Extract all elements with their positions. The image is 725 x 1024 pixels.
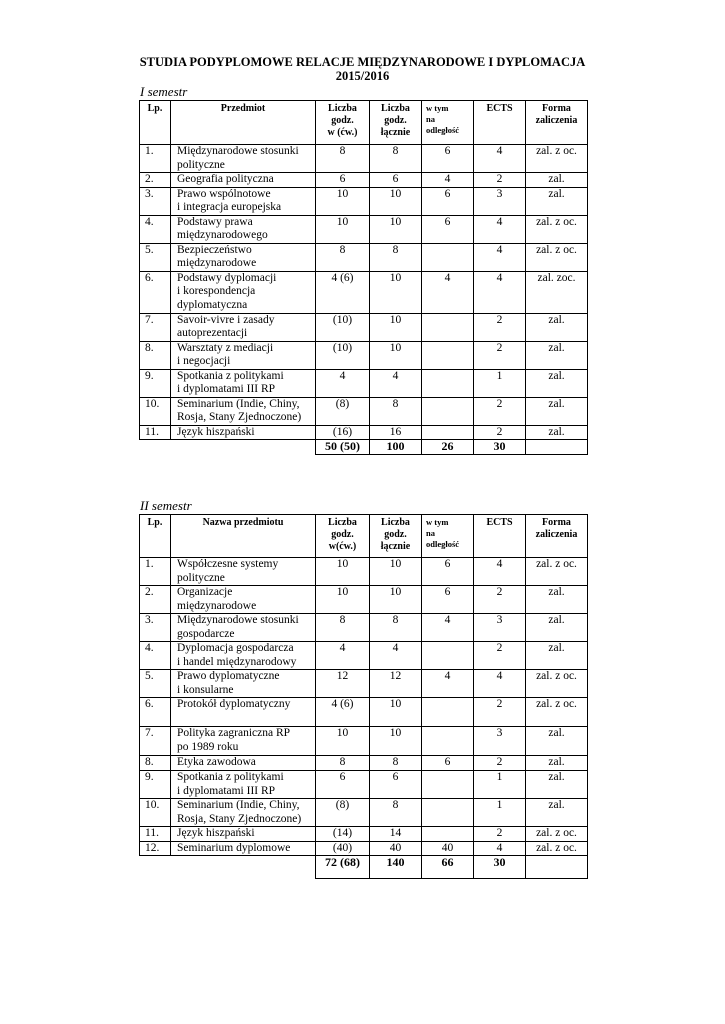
cell-hours: 4 [316,369,370,397]
cell-lp: 5. [140,670,171,698]
cell-total: 10 [370,271,422,313]
cell-subject: Savoir-vivre i zasady autoprezentacji [171,313,316,341]
cell-subject: Polityka zagraniczna RP po 1989 roku [171,727,316,756]
table-row [140,670,588,698]
cell-hours: 12 [316,670,370,698]
cell-remote: 4 [422,670,474,698]
cell-ects: 1 [474,369,526,397]
cell-ects: 3 [474,614,526,642]
cell-subject: Współczesne systemy polityczne [171,558,316,586]
header-total: Liczba godz. łącznie [370,515,422,558]
cell-lp: 3. [140,187,171,215]
cell-total: 6 [370,173,422,188]
cell-subject: Bezpieczeństwo międzynarodowe [171,243,316,271]
total-remote: 66 [422,856,474,879]
cell-subject: Seminarium (Indie, Chiny, Rosja, Stany Zjednoczone) [171,799,316,827]
header-hours: Liczba godz. w(ćw.) [316,515,370,558]
cell-lp: 7. [140,727,171,756]
cell-form: zal. [526,369,588,397]
total-ects: 30 [474,856,526,879]
cell-lp: 5. [140,243,171,271]
cell-hours: 6 [316,173,370,188]
cell-subject: Spotkania z politykami i dyplomatami III RP [171,771,316,799]
cell-ects: 3 [474,727,526,756]
cell-ects: 2 [474,827,526,842]
academic-year: 2015/2016 [335,69,390,83]
cell-remote: 6 [422,145,474,173]
cell-lp: 2. [140,173,171,188]
cell-form: zal. z oc. [526,243,588,271]
cell-total: 10 [370,313,422,341]
total-form [526,856,588,879]
cell-total: 10 [370,215,422,243]
header-subject: Przedmiot [171,101,316,145]
cell-hours: 6 [316,771,370,799]
cell-remote [422,341,474,369]
cell-total: 4 [370,642,422,670]
cell-remote [422,827,474,842]
cell-lp: 9. [140,369,171,397]
cell-remote [422,698,474,727]
table-row [140,698,588,727]
cell-remote: 6 [422,558,474,586]
cell-hours: 4 [316,642,370,670]
cell-lp: 12. [140,841,171,856]
header-hours: Liczba godz. w (ćw.) [316,101,370,145]
cell-hours: (40) [316,841,370,856]
document-title: STUDIA PODYPLOMOWE RELACJE MIĘDZYNARODOWE I DYPLOMACJA [139,55,586,69]
cell-subject: Prawo dyplomatyczne i konsularne [171,670,316,698]
header-total: Liczba godz. łącznie [370,101,422,145]
cell-remote: 6 [422,215,474,243]
table-row [140,642,588,670]
cell-form: zal. [526,642,588,670]
cell-hours: (8) [316,799,370,827]
table-row [140,145,588,173]
cell-total: 8 [370,145,422,173]
cell-hours: 8 [316,243,370,271]
cell-ects: 2 [474,341,526,369]
cell-subject: Dyplomacja gospodarcza i handel międzynarodowy [171,642,316,670]
cell-remote: 40 [422,841,474,856]
cell-lp: 7. [140,313,171,341]
cell-subject: Organizacje międzynarodowe [171,586,316,614]
cell-remote: 4 [422,614,474,642]
cell-form: zal. [526,771,588,799]
cell-lp: 10. [140,397,171,425]
table-row [140,369,588,397]
cell-remote: 6 [422,756,474,771]
cell-remote [422,642,474,670]
cell-subject: Protokół dyplomatyczny [171,698,316,727]
cell-lp: 4. [140,215,171,243]
cell-ects: 1 [474,771,526,799]
cell-total: 12 [370,670,422,698]
cell-subject: Prawo wspólnotowe i integracja europejska [171,187,316,215]
header-form: Forma zaliczenia [526,515,588,558]
totals-row [140,856,588,879]
cell-subject: Międzynarodowe stosunki polityczne [171,145,316,173]
table-row [140,827,588,842]
cell-form: zal. [526,586,588,614]
cell-hours: 4 (6) [316,271,370,313]
cell-lp: 1. [140,558,171,586]
cell-remote [422,369,474,397]
cell-form: zal. [526,425,588,440]
cell-remote [422,313,474,341]
cell-hours: (10) [316,313,370,341]
cell-ects: 4 [474,670,526,698]
cell-subject: Międzynarodowe stosunki gospodarcze [171,614,316,642]
header-ects: ECTS [474,101,526,145]
table-row [140,313,588,341]
table-row [140,215,588,243]
cell-subject: Warsztaty z mediacji i negocjacji [171,341,316,369]
table-row [140,614,588,642]
cell-form: zal. z oc. [526,215,588,243]
cell-remote [422,771,474,799]
cell-ects: 3 [474,187,526,215]
cell-hours: 4 (6) [316,698,370,727]
total-total: 140 [370,856,422,879]
cell-lp: 11. [140,425,171,440]
cell-hours: (10) [316,341,370,369]
cell-remote: 4 [422,271,474,313]
cell-lp: 4. [140,642,171,670]
cell-hours: (14) [316,827,370,842]
cell-total: 8 [370,243,422,271]
cell-remote: 4 [422,173,474,188]
cell-subject: Język hiszpański [171,425,316,440]
cell-hours: (16) [316,425,370,440]
cell-hours: 8 [316,756,370,771]
semester-1-label: I semestr [140,84,188,99]
cell-total: 8 [370,397,422,425]
total-hours: 50 (50) [316,440,370,455]
cell-ects: 2 [474,586,526,614]
cell-total: 4 [370,369,422,397]
totals-spacer [140,856,316,879]
table-row [140,397,588,425]
cell-ects: 2 [474,397,526,425]
semester-2-label: II semestr [140,498,192,513]
cell-hours: 10 [316,187,370,215]
cell-lp: 8. [140,756,171,771]
cell-form: zal. z oc. [526,145,588,173]
cell-ects: 2 [474,173,526,188]
cell-lp: 9. [140,771,171,799]
cell-lp: 1. [140,145,171,173]
total-form [526,440,588,455]
total-hours: 72 (68) [316,856,370,879]
cell-lp: 11. [140,827,171,842]
semester-1-table [139,100,588,455]
cell-total: 10 [370,187,422,215]
cell-ects: 2 [474,642,526,670]
cell-ects: 1 [474,799,526,827]
cell-subject: Język hiszpański [171,827,316,842]
cell-remote: 6 [422,586,474,614]
cell-ects: 2 [474,425,526,440]
cell-remote [422,425,474,440]
cell-total: 8 [370,799,422,827]
header-lp: Lp. [140,515,171,558]
cell-ects: 4 [474,271,526,313]
table-row [140,425,588,440]
cell-ects: 2 [474,313,526,341]
cell-hours: 10 [316,586,370,614]
cell-hours: 10 [316,727,370,756]
cell-total: 8 [370,614,422,642]
cell-form: zal. z oc. [526,827,588,842]
cell-ects: 4 [474,215,526,243]
cell-form: zal. z oc. [526,670,588,698]
cell-hours: 10 [316,558,370,586]
cell-remote [422,799,474,827]
cell-ects: 4 [474,558,526,586]
semester-2-table [139,514,588,879]
header-remote: w tym na odległość [422,515,474,558]
table-row [140,756,588,771]
cell-remote [422,397,474,425]
cell-form: zal. [526,727,588,756]
total-remote: 26 [422,440,474,455]
cell-ects: 4 [474,243,526,271]
header-ects: ECTS [474,515,526,558]
header-lp: Lp. [140,101,171,145]
cell-subject: Podstawy dyplomacji i korespondencja dyplomatyczna [171,271,316,313]
cell-lp: 3. [140,614,171,642]
cell-hours: 8 [316,614,370,642]
total-total: 100 [370,440,422,455]
header-form: Forma zaliczenia [526,101,588,145]
cell-remote [422,727,474,756]
cell-lp: 10. [140,799,171,827]
cell-form: zal. z oc. [526,558,588,586]
cell-subject: Podstawy prawa międzynarodowego [171,215,316,243]
table-row [140,558,588,586]
table-row [140,586,588,614]
table-row [140,727,588,756]
table-row [140,771,588,799]
table-row [140,173,588,188]
cell-form: zal. zoc. [526,271,588,313]
total-ects: 30 [474,440,526,455]
cell-form: zal. [526,341,588,369]
cell-ects: 4 [474,145,526,173]
table-row [140,187,588,215]
cell-lp: 8. [140,341,171,369]
header-remote: w tym na odległość [422,101,474,145]
cell-subject: Geografia polityczna [171,173,316,188]
cell-form: zal. [526,397,588,425]
cell-form: zal. [526,756,588,771]
cell-total: 40 [370,841,422,856]
cell-total: 14 [370,827,422,842]
cell-total: 10 [370,727,422,756]
table-row [140,341,588,369]
table-row [140,271,588,313]
cell-lp: 6. [140,698,171,727]
cell-form: zal. [526,173,588,188]
cell-form: zal. z oc. [526,698,588,727]
cell-total: 6 [370,771,422,799]
cell-total: 10 [370,558,422,586]
cell-form: zal. [526,187,588,215]
cell-ects: 2 [474,756,526,771]
table-header-row [140,101,588,145]
totals-spacer [140,440,316,455]
cell-hours: 8 [316,145,370,173]
table-header-row [140,515,588,558]
cell-form: zal. z oc. [526,841,588,856]
cell-hours: (8) [316,397,370,425]
cell-ects: 2 [474,698,526,727]
totals-row [140,440,588,455]
cell-total: 10 [370,341,422,369]
cell-lp: 6. [140,271,171,313]
cell-total: 8 [370,756,422,771]
header-subject: Nazwa przedmiotu [171,515,316,558]
table-row [140,841,588,856]
cell-remote: 6 [422,187,474,215]
cell-subject: Etyka zawodowa [171,756,316,771]
table-row [140,799,588,827]
cell-subject: Seminarium (Indie, Chiny, Rosja, Stany Zjednoczone) [171,397,316,425]
table-row [140,243,588,271]
cell-total: 16 [370,425,422,440]
cell-total: 10 [370,698,422,727]
cell-total: 10 [370,586,422,614]
cell-subject: Spotkania z politykami i dyplomatami III RP [171,369,316,397]
cell-lp: 2. [140,586,171,614]
cell-hours: 10 [316,215,370,243]
cell-remote [422,243,474,271]
cell-ects: 4 [474,841,526,856]
cell-subject: Seminarium dyplomowe [171,841,316,856]
cell-form: zal. [526,614,588,642]
cell-form: zal. [526,313,588,341]
cell-form: zal. [526,799,588,827]
